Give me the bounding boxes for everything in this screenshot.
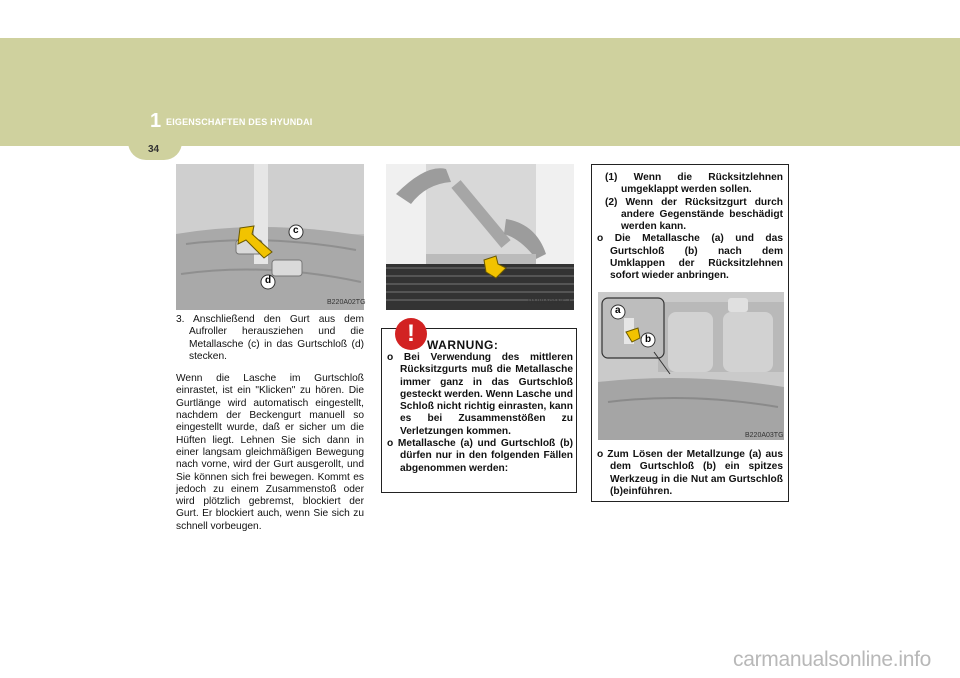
fastening-belt-photo: [386, 164, 574, 310]
left-column: [176, 314, 364, 533]
step-3: 3. Anschließend den Gurt aus dem Aufroller herausziehen und die Metallasche (c) in das Gurtschloß (d) stecken.: [176, 314, 364, 362]
case-2: (2) Wenn der Rücksitzgurt durch andere Gegenstände beschädigt werden kann.: [605, 196, 783, 233]
warning-title: WARNUNG:: [427, 338, 499, 352]
chapter-title: EIGENSCHAFTEN DES HYUNDAI: [166, 117, 313, 127]
warning-item-2: o Metallasche (a) und Gurtschloß (b) dürfen nur in den folgenden Fällen abgenommen werden:: [387, 438, 573, 474]
warning-item-1: o Bei Verwendung des mittleren Rücksitzgurts muß die Metallasche immer ganz in das Gurtschloß gesteckt werden. Wenn Lasche und Schloß nicht richtig einrasten, kann es bei Zusammenstößen zu Verletzungen kommen.: [387, 352, 573, 437]
right-column-top: [597, 172, 783, 283]
label-b: b: [645, 334, 652, 345]
label-c: c: [293, 225, 299, 236]
label-d: d: [265, 275, 272, 286]
warning-icon: !: [395, 318, 427, 350]
belt-explanation: Wenn die Lasche im Gurtschloß einrastet, ist ein "Klicken" zu hören. Die Gurtlänge wird automatisch eingestellt, nachdem der Beckengurt manuell so eingestellt wurde, daß er sicher um die Hüften liegt. Lehnen Sie sich dann in einer langsam gleichmäßigen Bewegung nach vorne, wird der Gurt ausgerollt, und Sie können sich frei bewegen. Kommt es jedoch zu einem Zusammenstoß oder wird plötzlich gebremst, blockiert der Gurt. Er blockiert auch, wenn Sie sich zu schnell vorbeugen.: [176, 373, 364, 532]
seat-belt-buckle-photo: [176, 164, 364, 310]
right-column-bottom: [597, 449, 783, 498]
warning-content: [387, 352, 573, 475]
watermark: carmanualsonline.info: [733, 648, 931, 671]
image-code-middle: B180A01NF-E: [528, 299, 574, 306]
chapter-number: 1: [150, 110, 162, 132]
rear-seat-photo: [598, 292, 784, 440]
case-1: (1) Wenn die Rücksitzlehnen umgeklappt werden sollen.: [605, 172, 783, 196]
image-code-right: B220A03TG: [745, 432, 784, 439]
page-number: 34: [148, 144, 160, 155]
release-instruction: o Zum Lösen der Metallzunge (a) aus dem Gurtschloß (b) ein spitzes Werkzeug in die Nut am Gurtschloß (b)einführen.: [597, 449, 783, 497]
label-a: a: [615, 305, 621, 316]
reattach-note: o Die Metallasche (a) und das Gurtschloß (b) nach dem Umklappen der Rücksitzlehnen sofort wieder anbringen.: [597, 233, 783, 282]
image-code-left: B220A02TG: [327, 299, 366, 306]
